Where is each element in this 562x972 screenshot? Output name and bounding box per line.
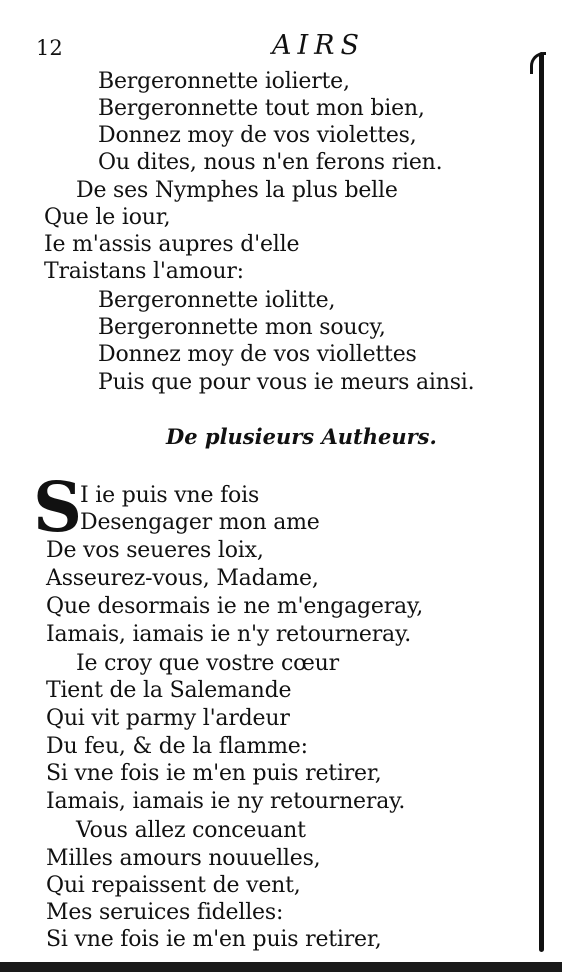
page-header <box>36 30 366 64</box>
poem1-line-9: Bergeronnette iolitte, <box>98 288 336 313</box>
poem2-line-11: Si vne fois ie m'en puis retirer, <box>46 761 382 786</box>
poem1-line-7: Ie m'assis aupres d'elle <box>44 232 300 257</box>
page-number: 12 <box>36 36 63 60</box>
poem2-line-3: De vos seueres loix, <box>46 538 264 563</box>
poem2-line-4: Asseurez-vous, Madame, <box>46 566 319 591</box>
drop-capital: S <box>33 468 83 548</box>
poem2-line-10: Du feu, & de la flamme: <box>46 734 308 759</box>
section-title: De plusieurs Autheurs. <box>166 424 437 449</box>
poem1-line-8: Traistans l'amour: <box>44 259 244 284</box>
poem2-line-7: Ie croy que vostre cœur <box>76 651 339 676</box>
margin-rule <box>539 52 544 952</box>
running-title: AIRS <box>272 30 365 61</box>
poem1-line-4: Ou dites, nous n'en ferons rien. <box>98 150 443 175</box>
poem1-line-5: De ses Nymphes la plus belle <box>76 178 398 203</box>
poem2-line-5: Que desormais ie ne m'engageray, <box>46 594 424 619</box>
poem1-line-2: Bergeronnette tout mon bien, <box>98 96 425 121</box>
poem2-line-14: Milles amours nouuelles, <box>46 846 321 871</box>
poem1-line-10: Bergeronnette mon soucy, <box>98 315 386 340</box>
poem2-line-17: Si vne fois ie m'en puis retirer, <box>46 927 382 952</box>
poem1-line-11: Donnez moy de vos viollettes <box>98 342 417 367</box>
poem2-line-1: I ie puis vne fois <box>80 483 260 508</box>
poem1-line-1: Bergeronnette iolierte, <box>98 69 350 94</box>
poem2-line-2: Desengager mon ame <box>80 510 320 535</box>
poem2-line-8: Tient de la Salemande <box>46 678 292 703</box>
poem2-line-9: Qui vit parmy l'ardeur <box>46 706 290 731</box>
poem2-line-16: Mes seruices fidelles: <box>46 900 284 925</box>
poem2-line-15: Qui repaissent de vent, <box>46 873 301 898</box>
poem2-line-13: Vous allez conceuant <box>76 818 306 843</box>
poem2-line-6: Iamais, iamais ie n'y retourneray. <box>46 622 412 647</box>
poem1-line-3: Donnez moy de vos violettes, <box>98 123 417 148</box>
poem1-line-6: Que le iour, <box>44 205 171 230</box>
page-bottom-edge <box>0 962 562 972</box>
poem2-line-12: Iamais, iamais ie ny retourneray. <box>46 789 406 814</box>
poem1-line-12: Puis que pour vous ie meurs ainsi. <box>98 370 475 395</box>
